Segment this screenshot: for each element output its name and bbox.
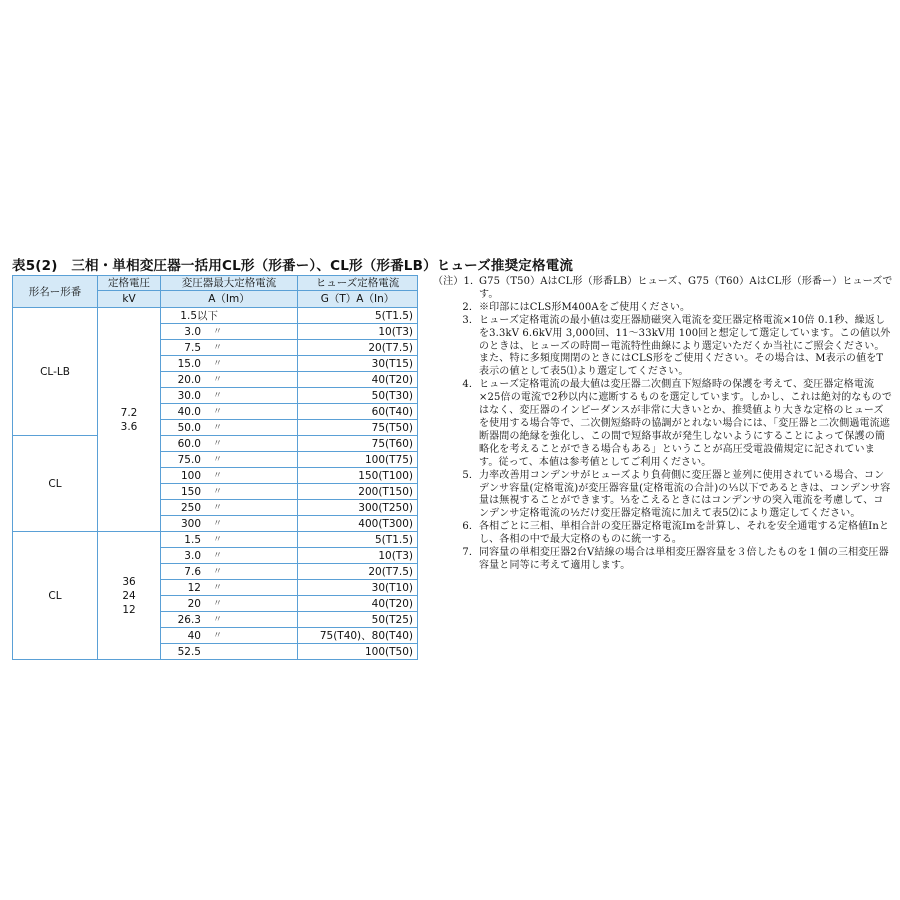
transformer-current-cell <box>161 612 298 628</box>
table-row <box>13 308 418 324</box>
transformer-current-cell <box>161 532 298 548</box>
note-text: ヒューズ定格電流の最大値は変圧器二次側直下短絡時の保護を考えて、変圧器定格電流×25倍の電流で2秒以内に遮断するものを選定しています。しかし、これは絶対的なものではなく、変圧器のインピーダンスが非常に大きいとか、推奨値より大きな定格のヒューズを使用する場合等で、二次側短絡時の協調がとれない場合には、「変圧器と二次側過電流遮断器間の絶縁を強化し、この間で短絡事故が発生しないようにすることによって保護の簡略化を考えることができる場合もある」ということが高圧受電設備規定に記されています。従って、本値は参考値としてご利用ください。 <box>479 379 892 468</box>
transformer-current-cell <box>161 564 298 580</box>
ditto-mark: 〃 <box>213 566 223 577</box>
ditto-mark: 〃 <box>213 326 223 337</box>
transformer-current-cell <box>161 484 298 500</box>
transformer-current-value: 1.5 <box>184 533 201 546</box>
fuse-current-value: 10(T3) <box>378 325 413 338</box>
note-text: ヒューズ定格電流の最小値は変圧器励磁突入電流を変圧器定格電流×10倍 0.1秒、繰返しを3.3kV 6.6kV用 3,000回、11〜33kV用 100回と想定して選定しています。この値以外のときは、ヒューズの時間ー電流特性曲線により選定いただくか当社にご照会ください。また、特に多頻度開閉のときにはCLS形をご使用ください。その場合は、M表示の値をT表示の値として表5⑴より選定してください。 <box>479 314 891 378</box>
fuse-current-cell <box>298 356 418 372</box>
fuse-current-value: 40(T20) <box>371 373 413 386</box>
transformer-current-value: 100 <box>180 469 201 482</box>
fuse-current-value: 400(T300) <box>358 517 413 530</box>
transformer-current-value: 15.0 <box>177 357 201 370</box>
transformer-current-cell <box>161 388 298 404</box>
ditto-mark: 〃 <box>213 502 223 513</box>
model-cell: CL <box>13 532 98 660</box>
note-number: 2． <box>462 301 479 313</box>
fuse-current-cell <box>298 452 418 468</box>
table-body <box>13 308 418 660</box>
transformer-current-value: 52.5 <box>177 645 201 658</box>
header-transformer-unit: A（Im） <box>161 291 298 308</box>
note-item <box>433 302 893 315</box>
header-transformer-current: 変圧器最大定格電流 <box>161 276 298 291</box>
transformer-current-cell <box>161 628 298 644</box>
model-cell: CL <box>13 436 98 532</box>
transformer-current-value: 20.0 <box>177 373 201 386</box>
transformer-current-value: 150 <box>180 485 201 498</box>
ditto-mark: 〃 <box>213 470 223 481</box>
fuse-current-cell <box>298 564 418 580</box>
transformer-current-value: 7.5 <box>184 341 201 354</box>
note-item <box>433 379 893 469</box>
transformer-current-cell <box>161 452 298 468</box>
table-row <box>13 532 418 548</box>
note-text: 各相ごとに三相、単相合計の変圧器定格電流Imを計算し、それを安全通電する定格値Inとし、各相の中で最大定格のものに統一する。 <box>479 521 890 546</box>
fuse-current-cell <box>298 420 418 436</box>
fuse-current-cell <box>298 580 418 596</box>
fuse-rating-table <box>12 275 418 660</box>
transformer-current-value: 12 <box>187 581 201 594</box>
note-text: 力率改善用コンデンサがヒューズより負荷側に変圧器と並列に使用されている場合、コンデンサ容量(定格電流)が変圧器容量(定格電流の合計)の⅓以下であるときは、コンデンサ容量は無視することができます。⅓をこえるときにはコンデンサの突入電流を考慮して、コンデンサ定格電流の½だけ変圧器定格電流に加えて表5⑵により選定してください。 <box>479 469 891 520</box>
transformer-current-value: 75.0 <box>177 453 201 466</box>
header-fuse-current: ヒューズ定格電流 <box>298 276 418 291</box>
voltage-cell: 7.2 3.6 <box>98 308 161 532</box>
fuse-current-value: 20(T7.5) <box>368 341 413 354</box>
ditto-mark: 〃 <box>213 486 223 497</box>
fuse-current-value: 50(T30) <box>371 389 413 402</box>
note-item <box>433 547 893 573</box>
transformer-current-value: 300 <box>180 517 201 530</box>
fuse-current-value: 100(T75) <box>364 453 413 466</box>
fuse-current-cell <box>298 532 418 548</box>
note-number: （注）1． <box>433 276 481 287</box>
fuse-current-cell <box>298 308 418 324</box>
transformer-current-value: 250 <box>180 501 201 514</box>
fuse-current-cell <box>298 340 418 356</box>
fuse-current-cell <box>298 628 418 644</box>
header-voltage-unit: kV <box>98 291 161 308</box>
note-number: 7． <box>462 547 479 559</box>
fuse-current-cell <box>298 612 418 628</box>
note-number: 3． <box>462 314 479 326</box>
transformer-current-cell <box>161 596 298 612</box>
note-text: 同容量の単相変圧器2台V結線の場合は単相変圧器容量を３倍したものを１個の三相変圧器容量と同等に考えて適用します。 <box>479 547 889 571</box>
header-model: 形名ー形番 <box>13 276 98 308</box>
ditto-mark: 〃 <box>213 454 223 465</box>
note-number: 4． <box>462 379 479 391</box>
ditto-mark: 〃 <box>213 390 223 401</box>
transformer-current-cell <box>161 644 298 660</box>
transformer-current-value: 7.6 <box>184 565 201 578</box>
fuse-current-cell <box>298 516 418 532</box>
ditto-mark: 〃 <box>213 438 223 449</box>
ditto-mark: 〃 <box>213 422 223 433</box>
fuse-current-value: 100(T50) <box>364 645 413 658</box>
table-row <box>13 436 418 452</box>
ditto-mark: 〃 <box>213 614 223 625</box>
ditto-mark: 〃 <box>213 342 223 353</box>
transformer-current-value: 26.3 <box>177 613 201 626</box>
note-item <box>433 315 893 380</box>
transformer-current-value: 3.0 <box>184 549 201 562</box>
fuse-current-cell <box>298 372 418 388</box>
ditto-mark: 〃 <box>213 358 223 369</box>
transformer-current-cell <box>161 324 298 340</box>
fuse-current-cell <box>298 468 418 484</box>
ditto-mark: 〃 <box>213 406 223 417</box>
transformer-current-value: 40 <box>187 629 201 642</box>
fuse-current-value: 40(T20) <box>371 597 413 610</box>
fuse-current-value: 5(T1.5) <box>375 533 413 546</box>
ditto-mark: 〃 <box>213 630 223 641</box>
fuse-current-value: 75(T50) <box>371 421 413 434</box>
fuse-current-cell <box>298 500 418 516</box>
header-voltage: 定格電圧 <box>98 276 161 291</box>
note-item <box>433 470 893 522</box>
ditto-mark: 〃 <box>213 534 223 545</box>
voltage-cell: 36 24 12 <box>98 532 161 660</box>
fuse-current-value: 75(T40)、80(T40) <box>319 629 413 642</box>
transformer-current-cell <box>161 420 298 436</box>
transformer-current-value: 3.0 <box>184 325 201 338</box>
transformer-current-cell <box>161 436 298 452</box>
transformer-current-cell <box>161 356 298 372</box>
fuse-current-value: 10(T3) <box>378 549 413 562</box>
ditto-mark: 〃 <box>213 550 223 561</box>
fuse-current-cell <box>298 436 418 452</box>
ditto-mark: 〃 <box>213 518 223 529</box>
transformer-current-cell <box>161 372 298 388</box>
transformer-current-cell <box>161 580 298 596</box>
note-number: 5． <box>462 469 479 481</box>
fuse-current-value: 200(T150) <box>358 485 413 498</box>
fuse-current-cell <box>298 596 418 612</box>
transformer-current-value: 50.0 <box>177 421 201 434</box>
fuse-current-value: 5(T1.5) <box>375 309 413 322</box>
transformer-current-value: 20 <box>187 597 201 610</box>
fuse-current-value: 60(T40) <box>371 405 413 418</box>
note-item <box>433 521 893 547</box>
fuse-current-cell <box>298 644 418 660</box>
notes <box>433 276 893 573</box>
fuse-current-value: 75(T60) <box>371 437 413 450</box>
model-cell: CL-LB <box>13 308 98 436</box>
table-title: 表5(2) 三相・単相変圧器一括用CL形（形番ー）、CL形（形番LB）ヒューズ推奨定格電流 <box>12 258 574 274</box>
note-item <box>433 276 893 302</box>
transformer-current-cell <box>161 340 298 356</box>
fuse-current-cell <box>298 388 418 404</box>
transformer-current-value: 30.0 <box>177 389 201 402</box>
ditto-mark: 〃 <box>213 598 223 609</box>
transformer-current-cell <box>161 404 298 420</box>
fuse-current-cell <box>298 324 418 340</box>
fuse-current-value: 30(T15) <box>371 357 413 370</box>
note-text: G75（T50）AはCL形（形番LB）ヒューズ、G75（T60）AはCL形（形番ー）ヒューズです。 <box>479 276 893 300</box>
fuse-current-cell <box>298 484 418 500</box>
transformer-current-cell <box>161 516 298 532</box>
fuse-current-value: 50(T25) <box>371 613 413 626</box>
fuse-current-value: 150(T100) <box>358 469 413 482</box>
ditto-mark: 〃 <box>213 582 223 593</box>
header-fuse-unit: G（T）A（In） <box>298 291 418 308</box>
transformer-current-value: 1.5以下 <box>180 309 218 322</box>
table-header-row <box>13 276 418 291</box>
note-number: 6． <box>462 521 479 533</box>
fuse-current-cell <box>298 548 418 564</box>
fuse-current-value: 20(T7.5) <box>368 565 413 578</box>
transformer-current-cell <box>161 500 298 516</box>
fuse-current-value: 30(T10) <box>371 581 413 594</box>
transformer-current-value: 40.0 <box>177 405 201 418</box>
fuse-current-cell <box>298 404 418 420</box>
note-text: ※印部にはCLS形M400Aをご使用ください。 <box>479 301 691 313</box>
transformer-current-cell <box>161 308 298 324</box>
transformer-current-cell <box>161 468 298 484</box>
fuse-current-value: 300(T250) <box>358 501 413 514</box>
transformer-current-cell <box>161 548 298 564</box>
ditto-mark: 〃 <box>213 374 223 385</box>
transformer-current-value: 60.0 <box>177 437 201 450</box>
